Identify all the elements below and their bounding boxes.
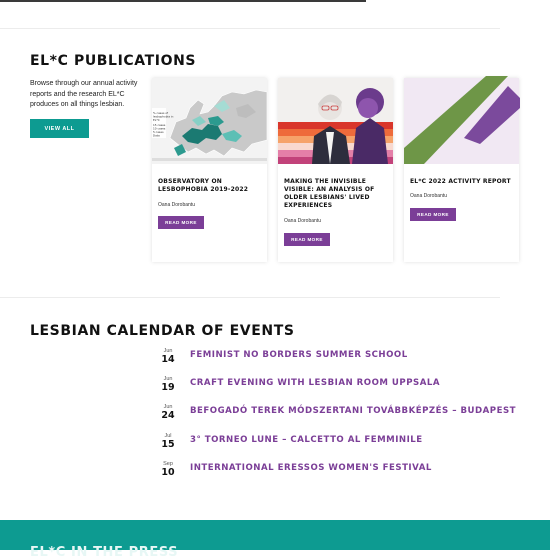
map-legend-1: lesbophobia in bbox=[153, 114, 174, 119]
publications-title: EL*C PUBLICATIONS bbox=[30, 53, 197, 69]
event-link[interactable]: BEFOGADÓ TEREK MÓDSZERTANI TOVÁBBKÉPZÉS – BUDAPEST bbox=[190, 406, 517, 416]
event-date bbox=[160, 433, 176, 450]
event-month: Jun bbox=[163, 348, 173, 354]
event-month: Sep bbox=[163, 461, 173, 467]
event-day: 19 bbox=[161, 382, 175, 393]
event-day: 14 bbox=[161, 354, 175, 365]
publication-author: Oana Dorobantu bbox=[158, 202, 195, 208]
map-legend-2: EL*C bbox=[153, 118, 160, 122]
event-month: Jun bbox=[163, 404, 173, 410]
map-legend-3: 15 cases bbox=[153, 123, 166, 127]
event-date bbox=[160, 461, 176, 478]
event-link[interactable]: INTERNATIONAL ERESSOS WOMEN'S FESTIVAL bbox=[190, 463, 432, 473]
publication-card-activity-report[interactable] bbox=[404, 78, 519, 262]
event-date bbox=[160, 348, 176, 365]
press-section bbox=[0, 520, 550, 560]
read-more-button[interactable]: READ MORE bbox=[410, 208, 456, 221]
map-legend-5: 5 cases bbox=[153, 130, 164, 134]
map-legend-6: Data bbox=[153, 133, 160, 138]
section-divider bbox=[0, 28, 500, 29]
event-month: Jul bbox=[164, 433, 172, 439]
event-day: 10 bbox=[161, 467, 175, 478]
event-month: Jun bbox=[163, 376, 173, 382]
europe-map-image bbox=[152, 78, 267, 164]
map-legend-4: 10 cases bbox=[153, 126, 166, 131]
activity-report-cover bbox=[404, 78, 519, 164]
view-all-button[interactable]: VIEW ALL bbox=[30, 119, 89, 138]
event-date bbox=[160, 404, 176, 421]
calendar-title: LESBIAN CALENDAR OF EVENTS bbox=[30, 323, 295, 339]
read-more-button[interactable]: READ MORE bbox=[284, 233, 330, 246]
publication-author: Oana Dorobantu bbox=[410, 193, 447, 199]
section-divider bbox=[0, 297, 500, 298]
event-day: 15 bbox=[161, 439, 175, 450]
read-more-button[interactable]: READ MORE bbox=[158, 216, 204, 229]
publication-card-observatory[interactable] bbox=[152, 78, 267, 262]
event-date bbox=[160, 376, 176, 393]
event-link[interactable]: FEMINIST NO BORDERS SUMMER SCHOOL bbox=[190, 350, 408, 360]
event-link[interactable]: CRAFT EVENING WITH LESBIAN ROOM UPPSALA bbox=[190, 378, 440, 388]
top-image-strip bbox=[0, 0, 366, 2]
older-lesbians-illustration bbox=[278, 78, 393, 164]
publication-title[interactable]: EL*C 2022 ACTIVITY REPORT bbox=[410, 178, 511, 185]
press-title: EL*C IN THE PRESS bbox=[30, 545, 179, 560]
publication-card-older-lesbians[interactable] bbox=[278, 78, 393, 262]
publication-title[interactable]: OBSERVATORY ON LESBOPHOBIA 2019-2022 bbox=[158, 178, 249, 193]
publications-intro: Browse through our annual activity reports and the research EL*C produces on all things lesbian. bbox=[30, 80, 138, 108]
publication-title[interactable]: MAKING THE INVISIBLE VISIBLE: AN ANALYSIS OF OLDER LESBIANS' LIVED EXPERIENCES bbox=[284, 178, 375, 209]
publication-author: Oana Dorobantu bbox=[284, 218, 321, 224]
event-day: 24 bbox=[161, 410, 175, 421]
event-link[interactable]: 3° TORNEO LUNE – CALCETTO AL FEMMINILE bbox=[190, 435, 423, 445]
map-legend-0: % cases of bbox=[153, 111, 169, 115]
